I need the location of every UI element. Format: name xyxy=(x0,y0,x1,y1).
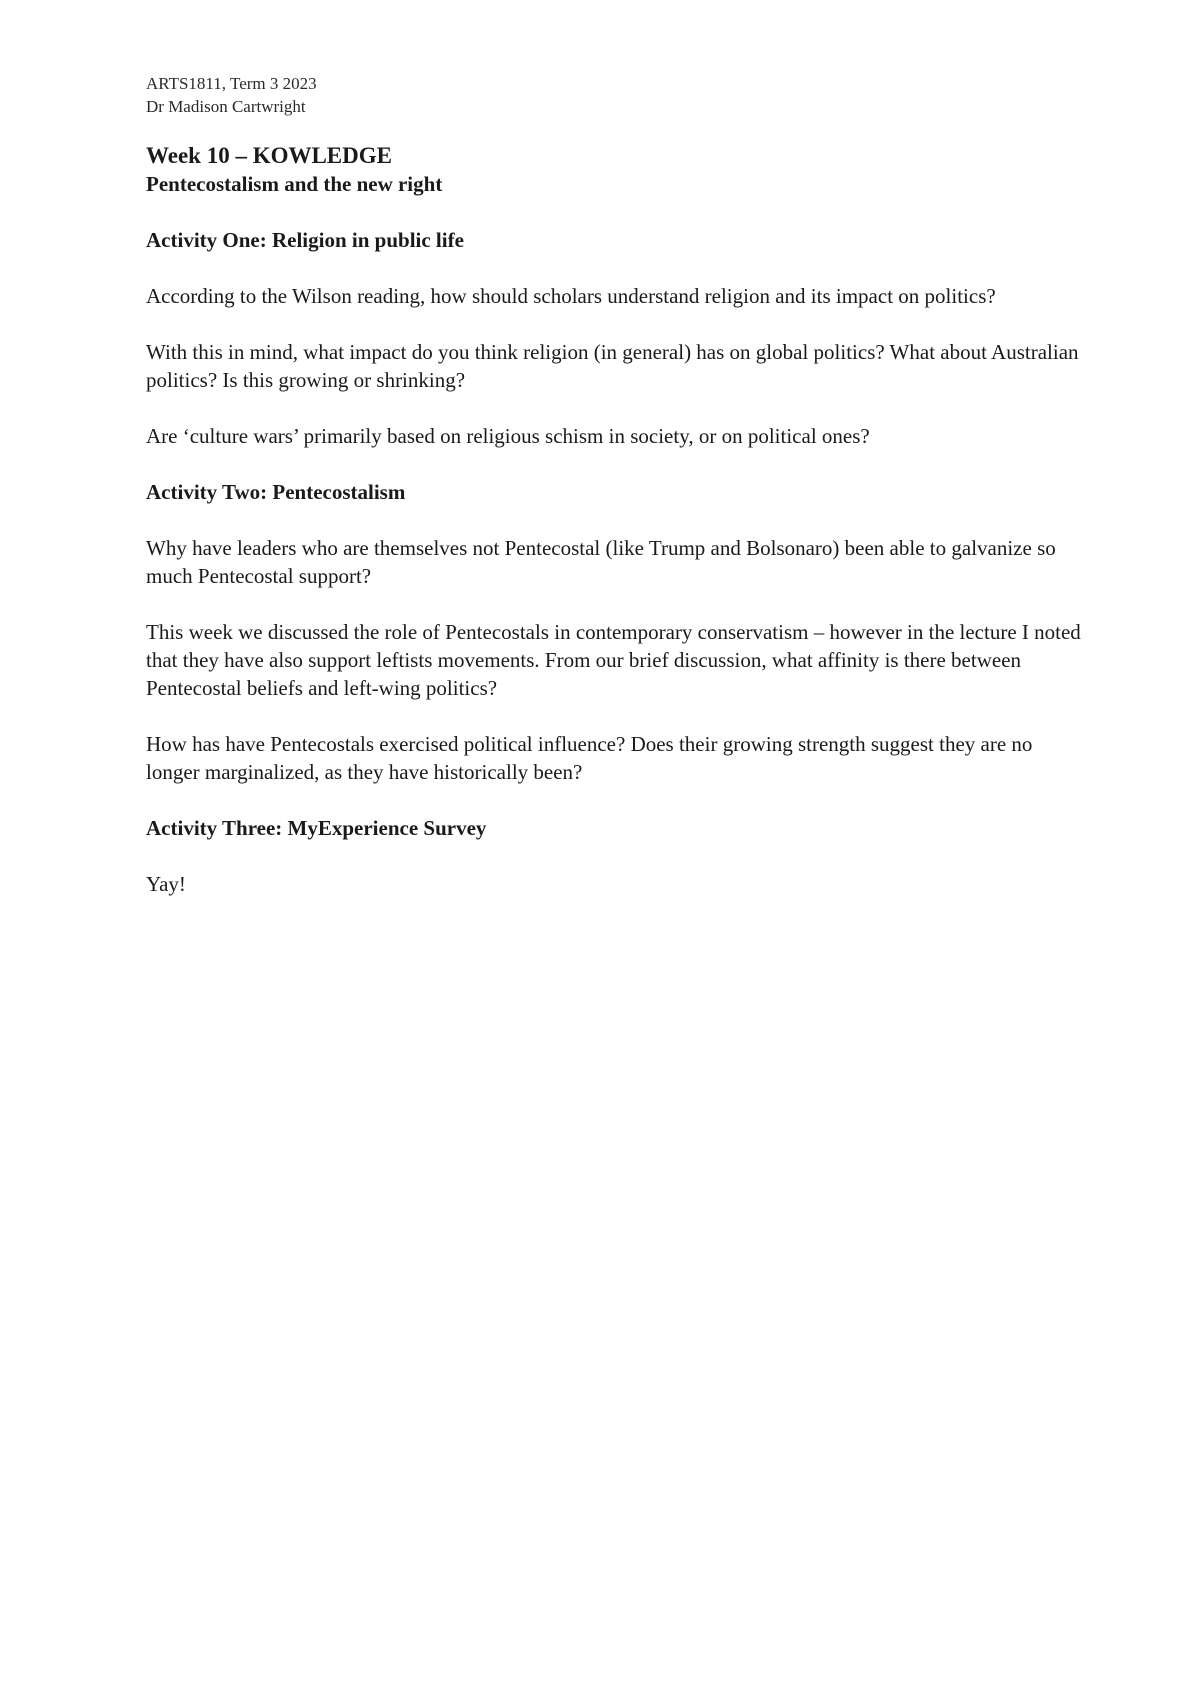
activity-three-heading: Activity Three: MyExperience Survey xyxy=(146,816,487,840)
activity-two-heading: Activity Two: Pentecostalism xyxy=(146,480,406,504)
activity-one xyxy=(146,226,1086,450)
activity-two-question-3: How has have Pentecostals exercised political influence? Does their growing strength suggest they are no longer marginalized, as they have historically been? xyxy=(146,732,1033,784)
document-page xyxy=(146,72,1086,898)
activity-two-question-1: Why have leaders who are themselves not Pentecostal (like Trump and Bolsonaro) been able to galvanize so much Pentecostal support? xyxy=(146,536,1056,588)
course-line: ARTS1811, Term 3 2023 xyxy=(146,74,317,93)
page-subtitle: Pentecostalism and the new right xyxy=(146,172,443,196)
activity-two-question-2: This week we discussed the role of Pentecostals in contemporary conservatism – however in the lecture I noted that they have also support leftists movements. From our brief discussion, what affinity is there between Pentecostal beliefs and left-wing politics? xyxy=(146,620,1081,700)
activity-one-question-3: Are ‘culture wars’ primarily based on religious schism in society, or on political ones? xyxy=(146,424,870,448)
lecturer-line: Dr Madison Cartwright xyxy=(146,97,306,116)
activity-three-text: Yay! xyxy=(146,872,186,896)
activity-one-question-1: According to the Wilson reading, how should scholars understand religion and its impact on politics? xyxy=(146,284,996,308)
activity-one-heading: Activity One: Religion in public life xyxy=(146,228,464,252)
page-title: Week 10 – KOWLEDGE xyxy=(146,143,392,168)
activity-two xyxy=(146,478,1086,786)
activity-one-question-2: With this in mind, what impact do you think religion (in general) has on global politics? What about Australian politics? Is this growing or shrinking? xyxy=(146,340,1079,392)
activity-three xyxy=(146,814,1086,898)
